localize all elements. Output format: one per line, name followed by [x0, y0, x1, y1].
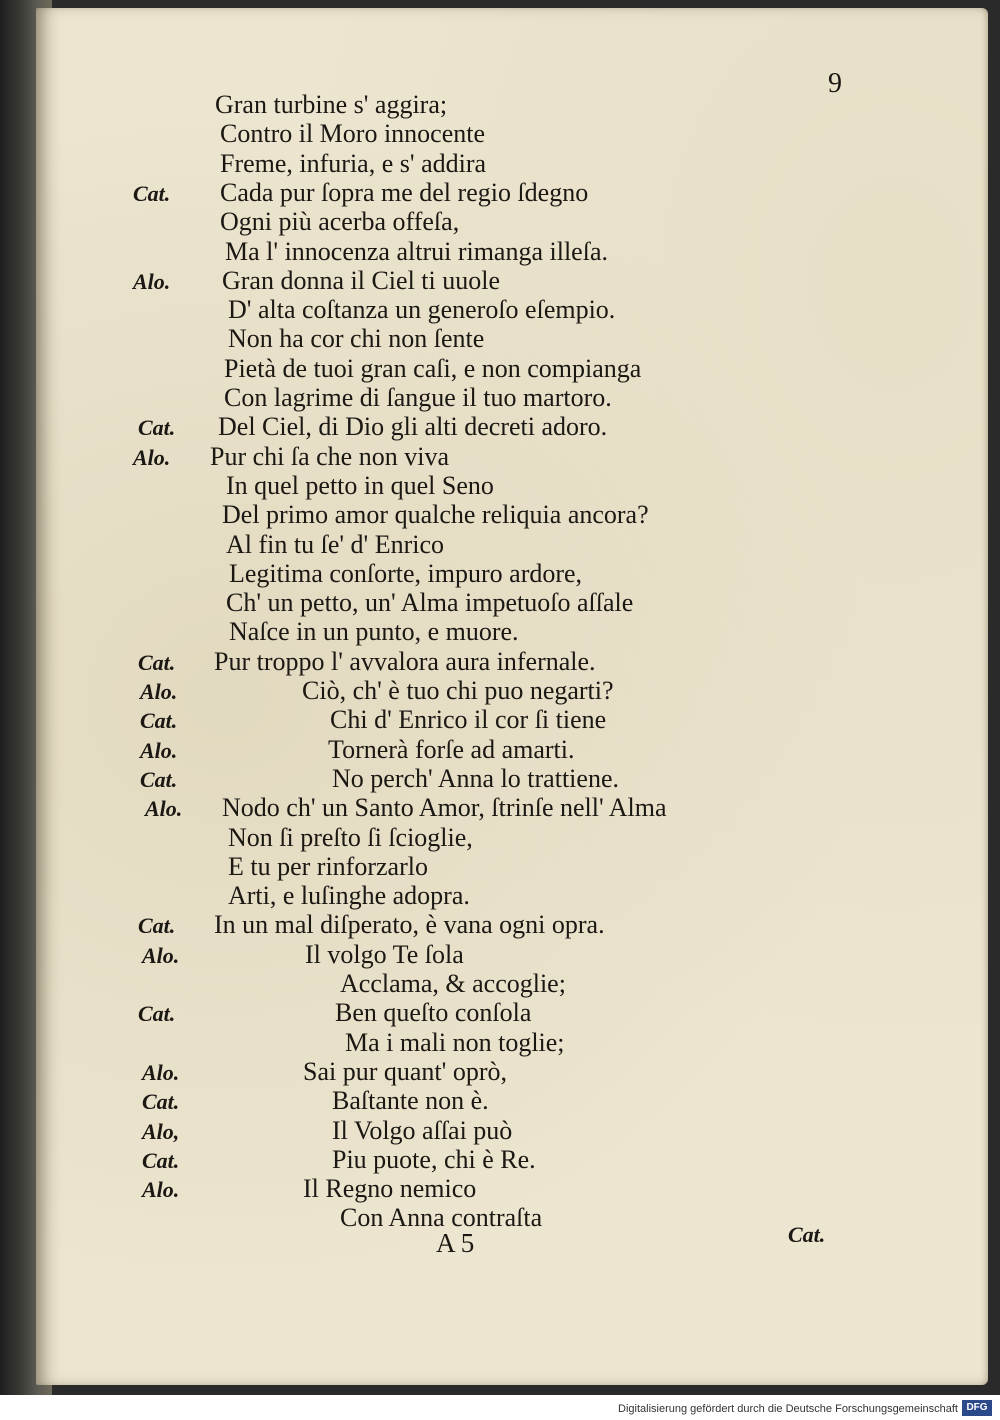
speaker-label: Cat.: [138, 415, 176, 440]
verse-line-text: Il volgo Te ſola: [305, 940, 464, 969]
verse-line-text: No perch' Anna lo trattiene.: [332, 764, 619, 793]
verse-line-text: Pur troppo l' avvalora aura infernale.: [214, 647, 596, 676]
speaker-label: Cat.: [138, 1001, 176, 1026]
speaker-label: Cat.: [138, 913, 176, 938]
verse-line-text: Legitima conſorte, impuro ardore,: [229, 559, 583, 588]
page-number: 9: [828, 68, 842, 99]
verse-line-text: In quel petto in quel Seno: [226, 471, 494, 500]
verse-line-text: Con Anna contraſta: [340, 1203, 543, 1232]
speaker-label: Alo.: [145, 796, 183, 821]
verse-line-text: Piu puote, chi è Re.: [332, 1145, 536, 1174]
verse-line-text: Del primo amor qualche reliquia ancora?: [222, 500, 649, 529]
verse-line-text: Ogni più acerba offeſa,: [220, 207, 460, 236]
verse-line-text: Il Volgo aſſai può: [332, 1116, 513, 1145]
speaker-label: Cat.: [140, 767, 178, 792]
verse-line-text: Ciò, ch' è tuo chi puo negarti?: [302, 676, 614, 705]
verse-line-text: Il Regno nemico: [303, 1174, 477, 1203]
verse-line-text: Al fin tu ſe' d' Enrico: [226, 530, 445, 559]
verse-line-text: Ma l' innocenza altrui rimanga illeſa.: [225, 237, 608, 266]
verse-line-text: Chi d' Enrico il cor ſi tiene: [330, 705, 607, 734]
verse-line-text: Tornerà forſe ad amarti.: [328, 735, 575, 764]
speaker-label: Alo.: [142, 1177, 180, 1202]
speaker-label: Cat.: [142, 1089, 180, 1114]
verse-line-text: Pur chi ſa che non viva: [210, 442, 449, 471]
speaker-label: Cat.: [140, 708, 178, 733]
dfg-logo: DFG: [962, 1400, 992, 1416]
verse-line-text: Gran turbine s' aggira;: [215, 90, 448, 119]
speaker-label: Alo.: [140, 738, 178, 763]
verse-line-text: Gran donna il Ciel ti uuole: [222, 266, 501, 295]
verse-line-text: Ben queſto conſola: [335, 998, 532, 1027]
speaker-label: Alo.: [142, 1060, 180, 1085]
verse-line-text: Ma i mali non toglie;: [345, 1028, 565, 1057]
verse-line-text: Del Ciel, di Dio gli alti decreti adoro.: [218, 412, 608, 441]
footer-credit: Digitalisierung gefördert durch die Deutsche Forschungsgemeinschaft: [618, 1403, 958, 1415]
verse-line-text: Acclama, & accoglie;: [340, 969, 566, 998]
verse-line-text: Non ha cor chi non ſente: [228, 324, 485, 353]
verse-line-text: E tu per rinforzarlo: [228, 852, 428, 881]
verse-line-text: Arti, e luſinghe adopra.: [228, 881, 470, 910]
verse-line-text: Nodo ch' un Santo Amor, ſtrinſe nell' Alma: [222, 793, 667, 822]
speaker-label: Alo.: [133, 269, 171, 294]
speaker-label: Cat.: [138, 650, 176, 675]
speaker-label: Alo,: [142, 1119, 180, 1144]
speaker-label: Alo.: [142, 943, 180, 968]
verse-line-text: Pietà de tuoi gran caſi, e non compianga: [224, 354, 642, 383]
catchword: Cat.: [788, 1222, 826, 1247]
verse-line-text: D' alta coſtanza un generoſo eſempio.: [228, 295, 616, 324]
verse-line-text: Baſtante non è.: [332, 1086, 489, 1115]
verse-line-text: In un mal diſperato, è vana ogni opra.: [214, 910, 605, 939]
verse-line-text: Ch' un petto, un' Alma impetuoſo aſſale: [226, 588, 634, 617]
signature-mark: A 5: [436, 1228, 475, 1258]
verse-line-text: Cada pur ſopra me del regio ſdegno: [220, 178, 589, 207]
speaker-label: Alo.: [140, 679, 178, 704]
verse-line-text: Sai pur quant' oprò,: [303, 1057, 507, 1086]
speaker-label: Alo.: [133, 445, 171, 470]
verse-line-text: Freme, infuria, e s' addira: [220, 149, 487, 178]
verse-line-text: Con lagrime di ſangue il tuo martoro.: [224, 383, 612, 412]
verse-line-text: Non ſi preſto ſi ſcioglie,: [228, 823, 473, 852]
verse-line-text: Naſce in un punto, e muore.: [229, 617, 519, 646]
speaker-label: Cat.: [142, 1148, 180, 1173]
speaker-label: Cat.: [133, 181, 171, 206]
verse-line-text: Contro il Moro innocente: [220, 119, 486, 148]
